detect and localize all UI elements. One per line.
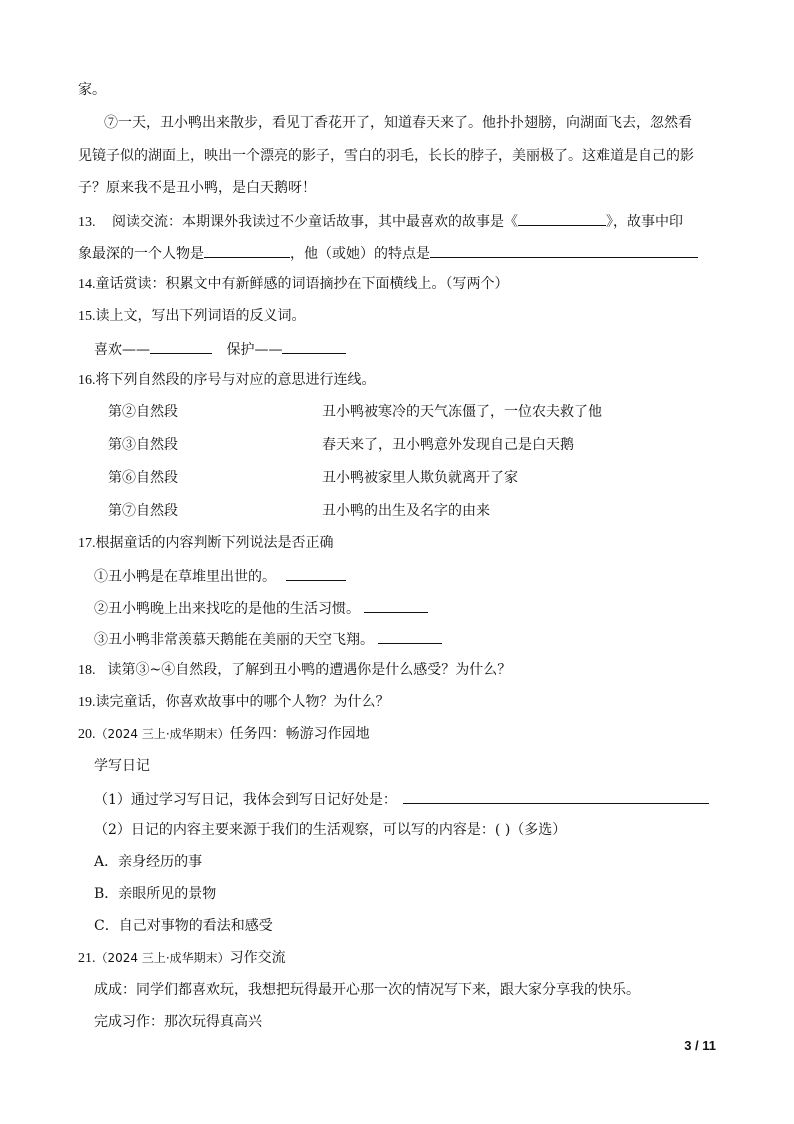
question-number: 17. xyxy=(78,536,96,551)
question-15-words xyxy=(94,338,346,360)
question-source: （2024 三上·成华期末） xyxy=(95,727,230,741)
answer-blank[interactable] xyxy=(430,242,698,258)
word-label: 喜欢—— xyxy=(94,342,150,358)
option-b[interactable]: B．亲眼所见的景物 xyxy=(94,886,217,902)
match-right-item[interactable]: 丑小鸭的出生及名字的由来 xyxy=(322,503,490,519)
option-c[interactable]: C．自己对事物的看法和感受 xyxy=(94,918,273,934)
question-source: （2024 三上·成华期末） xyxy=(95,951,230,965)
question-text: 读上文，写出下列词语的反义词。 xyxy=(95,308,306,324)
question-text: 将下列自然段的序号与对应的意思进行连线。 xyxy=(95,372,376,388)
match-left-item[interactable]: 第⑥自然段 xyxy=(108,470,178,486)
question-number: 16. xyxy=(78,373,96,388)
question-text: 童话赏读：积累文中有新鲜感的词语摘抄在下面横线上。（写两个） xyxy=(95,276,509,292)
question-20-part2: （2）日记的内容主要来源于我们的生活观察，可以写的内容是：( )（多选） xyxy=(94,822,567,838)
answer-blank[interactable] xyxy=(364,597,428,613)
question-15 xyxy=(78,306,306,327)
subheading: 学写日记 xyxy=(94,758,150,774)
question-text: 读完童话，你喜欢故事中的哪个人物？为什么？ xyxy=(95,694,390,710)
match-left-item[interactable]: 第③自然段 xyxy=(108,437,178,453)
question-text: 阅读交流：本期课外我读过不少童话故事，其中最喜欢的故事是《 xyxy=(111,214,518,230)
word-label: 保护—— xyxy=(226,342,283,358)
question-number: 13. xyxy=(78,215,96,230)
question-number: 21. xyxy=(78,951,96,966)
option-a[interactable]: A．亲身经历的事 xyxy=(94,854,203,870)
question-13 xyxy=(78,210,683,233)
match-right-item[interactable]: 丑小鸭被家里人欺负就离开了家 xyxy=(322,470,518,486)
story-line: 家。 xyxy=(78,82,106,98)
match-left-item[interactable]: 第⑦自然段 xyxy=(108,503,178,519)
question-16 xyxy=(78,370,376,391)
statement-text: ③丑小鸭非常羡慕天鹅能在美丽的天空飞翔。 xyxy=(94,632,374,648)
match-left-item[interactable]: 第②自然段 xyxy=(108,404,178,420)
question-text: 任务四：畅游习作园地 xyxy=(229,726,370,742)
question-text: ，他（或她）的特点是 xyxy=(290,246,430,262)
page-number: 3 / 11 xyxy=(684,1038,716,1053)
match-right-item[interactable]: 丑小鸭被寒冷的天气冻僵了，一位农夫救了他 xyxy=(322,404,602,420)
answer-blank[interactable] xyxy=(150,338,212,354)
question-18 xyxy=(78,660,511,681)
question-20-part1 xyxy=(94,788,709,810)
statement-text: ②丑小鸭晚上出来找吃的是他的生活习惯。 xyxy=(94,601,360,617)
judge-item xyxy=(94,565,346,587)
story-line: ⑦一天，丑小鸭出来散步，看见丁香花开了，知道春天来了。他扑扑翅膀，向湖面飞去，忽然看 xyxy=(104,115,692,131)
match-right-item[interactable]: 春天来了，丑小鸭意外发现自己是白天鹅 xyxy=(322,437,574,453)
question-number: 15. xyxy=(78,309,96,324)
question-17 xyxy=(78,533,334,554)
answer-blank[interactable] xyxy=(403,788,709,804)
question-19 xyxy=(78,692,390,713)
story-line: 见镜子似的湖面上，映出一个漂亮的影子，雪白的羽毛，长长的脖子，美丽极了。这难道是自己的影 xyxy=(78,148,694,164)
judge-item xyxy=(94,628,442,650)
question-21 xyxy=(78,948,286,969)
answer-blank[interactable] xyxy=(286,565,346,581)
judge-item xyxy=(94,597,428,619)
question-20 xyxy=(78,724,370,745)
story-line: 子？原来我不是丑小鸭，是白天鹅呀！ xyxy=(78,180,316,196)
answer-blank[interactable] xyxy=(282,338,346,354)
answer-blank[interactable] xyxy=(204,242,290,258)
question-text: （1）通过学习写日记，我体会到写日记好处是： xyxy=(94,792,397,808)
question-14 xyxy=(78,274,509,295)
question-text: 象最深的一个人物是 xyxy=(78,246,204,262)
question-number: 20. xyxy=(78,727,96,742)
question-text: 读第③~④自然段，了解到丑小鸭的遭遇你是什么感受？为什么？ xyxy=(107,662,512,678)
answer-blank[interactable] xyxy=(378,628,442,644)
question-text: 习作交流 xyxy=(229,950,286,966)
question-text: 根据童话的内容判断下列说法是否正确 xyxy=(95,535,334,551)
question-text: 》，故事中印 xyxy=(605,214,683,230)
answer-blank[interactable] xyxy=(518,210,606,226)
prompt-text: 完成习作：那次玩得真高兴 xyxy=(94,1014,262,1030)
statement-text: ①丑小鸭是在草堆里出世的。 xyxy=(94,569,276,585)
prompt-text: 成成：同学们都喜欢玩，我想把玩得最开心那一次的情况写下来，跟大家分享我的快乐。 xyxy=(94,982,640,998)
question-number: 19. xyxy=(78,695,96,710)
question-13-cont xyxy=(78,242,698,264)
question-number: 18. xyxy=(78,663,96,678)
question-number: 14. xyxy=(78,277,96,292)
